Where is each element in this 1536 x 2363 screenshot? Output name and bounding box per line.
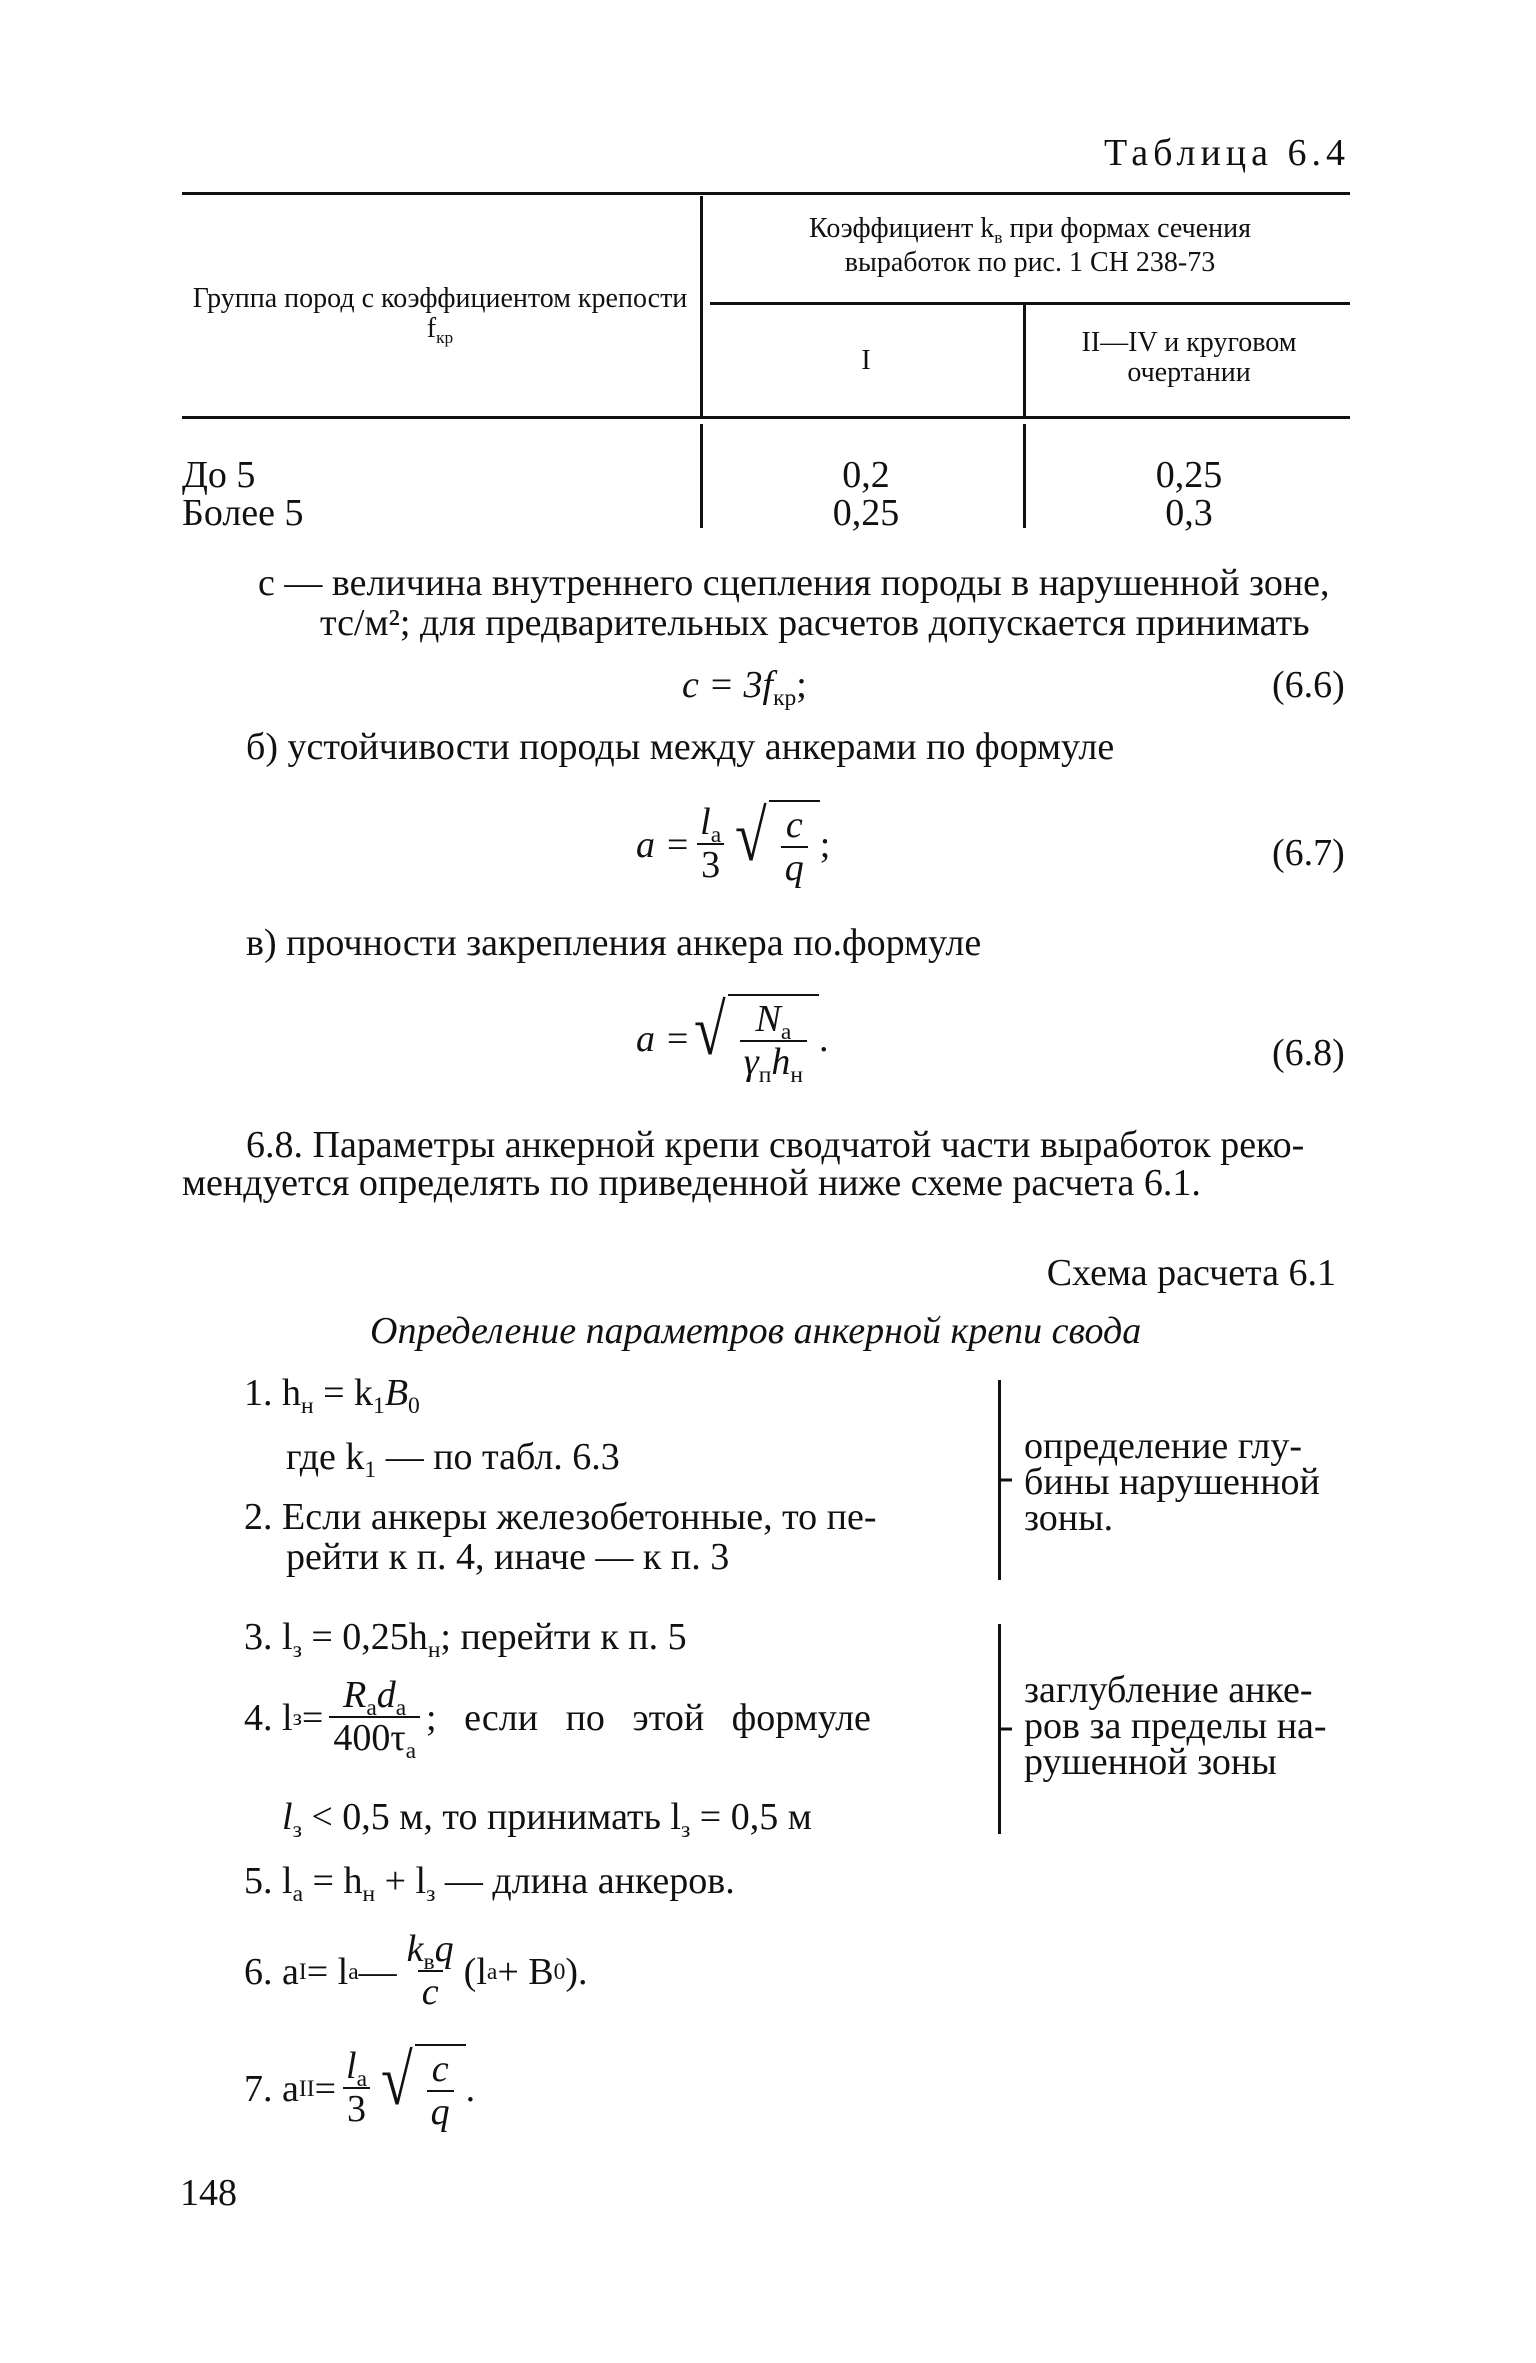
- table-row-1-c1: 0,2: [842, 454, 890, 496]
- brace-1: [978, 1380, 1001, 1580]
- table-caption: Таблица 6.4: [1103, 132, 1350, 174]
- step-5: 5. $l_а = h_н + l_з$ — длина анкеров.: [244, 1860, 735, 1908]
- item-b: б) устойчивости породы между анкерами по формуле: [246, 726, 1115, 768]
- table-top-rule: [182, 192, 1350, 195]
- equation-6-7: a = $\frac{l_а}{3}$ √ $\frac{c}{q}$ ;: [636, 796, 831, 889]
- table-subheader-rule: [710, 302, 1350, 305]
- table-header-rule: [182, 416, 1350, 419]
- step-4: 4. l з = $\frac{R_аd_а}{400\tau_а}$ ; если по этой формуле: [244, 1674, 871, 1765]
- table-row-2-c1: 0,25: [832, 492, 900, 534]
- para-6-8-line2: мендуется определять по приведенной ниже схеме расчета 6.1.: [182, 1162, 1201, 1204]
- step-2-line2: рейти к п. 4, иначе — к п. 3: [286, 1536, 730, 1578]
- brace-1-text: определение глу- бины нарушенной зоны.: [1024, 1425, 1320, 1539]
- table-header-col1: I: [861, 345, 871, 376]
- table-row-2-group: Более 5: [182, 492, 304, 534]
- scheme-caption: Схема расчета 6.1: [1046, 1252, 1336, 1294]
- table-vrule-1b: [700, 424, 703, 528]
- table-header-group: Группа пород с коэффициентом крепости $f_{кр}$: [192, 283, 688, 348]
- step-3: 3. $l_з = 0,25h_н$; перейти к п. 5: [244, 1616, 687, 1664]
- scheme-title: Определение параметров анкерной крепи свода: [370, 1310, 1142, 1352]
- step-1-note: где $k_1$ — по табл. 6.3: [286, 1436, 620, 1484]
- equation-6-8: a = √ $\frac{N_а}{\gamma_пh_н}$ .: [636, 990, 829, 1089]
- step-4-line2: $l_з < 0,5$ м, то принимать $l_з = 0,5$ м: [282, 1796, 812, 1844]
- table-header-col2: II—IV и круговом очертании: [1081, 327, 1297, 388]
- equation-6-7-number: (6.7): [1272, 832, 1345, 874]
- step-1: 1. $h_н = k_1B_0$: [244, 1372, 420, 1420]
- step-7: 7. a II = $\frac{l_а}{3}$ √ $\frac{c}{q}$ .: [244, 2040, 476, 2133]
- step-2-line1: 2. Если анкеры железобетонные, то пе-: [244, 1496, 877, 1538]
- table-header-coef: Коэффициент $k_в$ при формах сечения выработок по рис. 1 СН 238-73: [809, 213, 1251, 278]
- equation-6-6: $c = 3f_{кр}$;: [682, 664, 807, 712]
- table-vrule-2b: [1023, 424, 1026, 528]
- step-6: 6. a I = l а — $\frac{k_вq}{c}$ (l а + B 0 ).: [244, 1928, 588, 2013]
- para-c-line2: тс/м²; для предварительных расчетов допускается принимать: [320, 602, 1310, 644]
- para-6-8-line1: 6.8. Параметры анкерной крепи сводчатой части выработок реко-: [246, 1124, 1305, 1166]
- table-row-2-c2: 0,3: [1165, 492, 1213, 534]
- para-c-line1: c — величина внутреннего сцепления породы в нарушенной зоне,: [258, 562, 1330, 604]
- table-row-1-group: До 5: [182, 454, 256, 496]
- brace-2-text: заглубление анке- ров за пределы на- рушенной зоны: [1024, 1669, 1327, 1783]
- item-v: в) прочности закрепления анкера по.формуле: [246, 922, 982, 964]
- equation-6-6-number: (6.6): [1272, 664, 1345, 706]
- table-vrule-1: [700, 196, 703, 416]
- page-number: 148: [180, 2172, 237, 2214]
- table-row-1-c2: 0,25: [1155, 454, 1223, 496]
- brace-2: [978, 1624, 1001, 1834]
- table-vrule-2: [1023, 304, 1026, 416]
- equation-6-8-number: (6.8): [1272, 1032, 1345, 1074]
